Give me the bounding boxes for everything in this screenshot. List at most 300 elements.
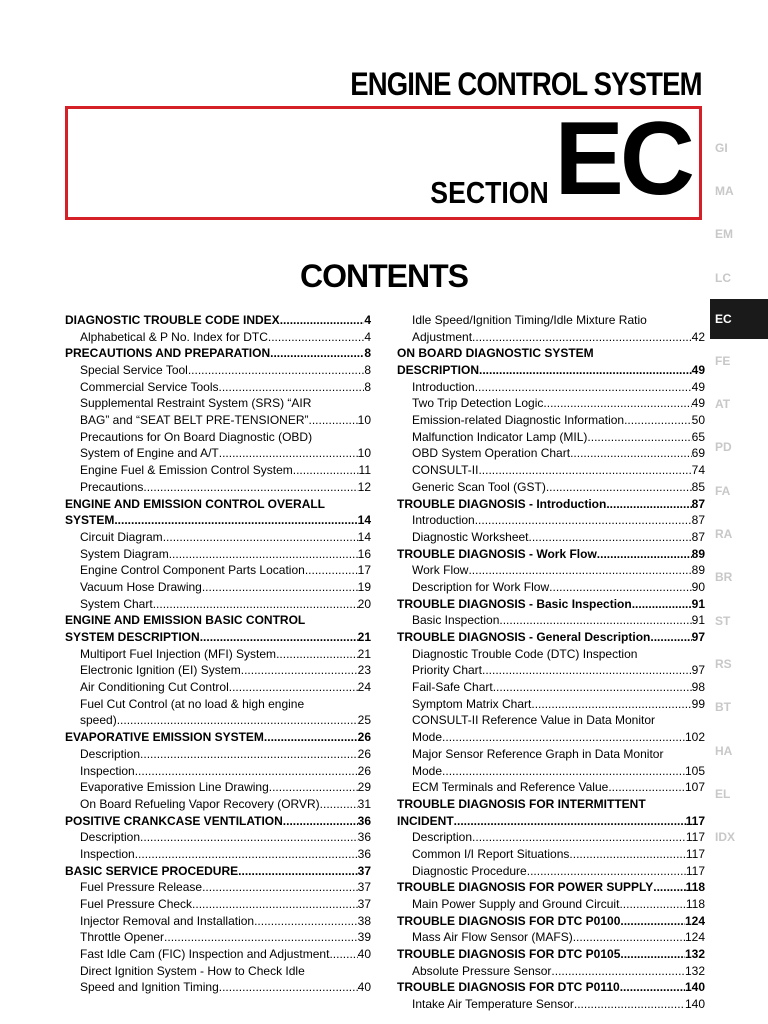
toc-entry[interactable]	[65, 913, 371, 930]
toc-entry[interactable]	[397, 312, 705, 329]
toc-entry-label: Introduction	[412, 379, 475, 394]
toc-page-number: 140	[684, 980, 705, 995]
toc-entry[interactable]	[65, 746, 371, 763]
toc-entry[interactable]	[397, 562, 705, 579]
toc-entry-label: Description	[412, 830, 473, 845]
toc-entry-label: Vacuum Hose Drawing	[80, 579, 202, 594]
toc-entry[interactable]	[65, 646, 371, 663]
leader-dots	[493, 679, 692, 696]
toc-entry-label: POSITIVE CRANKCASE VENTILATION	[65, 813, 283, 828]
section-tab-st[interactable]: ST	[715, 613, 731, 628]
toc-entry[interactable]	[397, 929, 705, 946]
toc-entry[interactable]	[397, 379, 705, 396]
toc-entry-label: Supplemental Restraint System (SRS) “AIR	[80, 396, 312, 411]
toc-entry-label: Absolute Pressure Sensor	[412, 963, 552, 978]
toc-page-number: 124	[684, 913, 705, 928]
toc-entry-label: Idle Speed/Ignition Timing/Idle Mixture Ratio	[412, 312, 647, 327]
toc-page-number: 85	[691, 479, 705, 494]
toc-entry[interactable]	[397, 579, 705, 596]
toc-page-number: 8	[364, 363, 371, 378]
toc-heading[interactable]	[397, 879, 705, 896]
leader-dots	[269, 779, 358, 796]
section-tab-ra[interactable]: RA	[715, 527, 733, 542]
toc-entry-label: Precautions	[80, 479, 144, 494]
leader-dots	[619, 896, 685, 913]
toc-page-number: 4	[364, 329, 371, 344]
toc-entry-label: ENGINE AND EMISSION CONTROL OVERALL	[65, 496, 326, 511]
toc-page-number: 37	[357, 880, 371, 895]
toc-entry-label: TROUBLE DIAGNOSIS FOR INTERMITTENT	[397, 796, 646, 811]
toc-page-number: 102	[684, 730, 705, 745]
toc-entry[interactable]	[65, 596, 371, 613]
toc-entry-label: Speed and Ignition Timing	[80, 980, 219, 995]
toc-entry[interactable]	[397, 412, 705, 429]
toc-entry[interactable]	[65, 546, 371, 563]
toc-entry-label: Throttle Opener	[80, 930, 165, 945]
toc-page-number: 25	[357, 713, 371, 728]
toc-entry[interactable]	[397, 679, 705, 696]
toc-entry[interactable]	[65, 395, 371, 412]
toc-page-number: 140	[684, 997, 705, 1012]
toc-entry-label: System of Engine and A/T	[80, 446, 219, 461]
leader-dots	[188, 362, 364, 379]
toc-entry[interactable]	[397, 612, 705, 629]
toc-entry-label: Malfunction Indicator Lamp (MIL)	[412, 429, 588, 444]
toc-entry[interactable]	[397, 746, 705, 763]
leader-dots	[202, 579, 358, 596]
toc-entry[interactable]	[397, 963, 705, 980]
toc-page-number: 132	[684, 947, 705, 962]
toc-page-number: 117	[685, 863, 705, 878]
leader-dots	[219, 979, 358, 996]
toc-entry-label: SYSTEM DESCRIPTION	[65, 630, 200, 645]
toc-page-number: 37	[357, 897, 371, 912]
toc-heading[interactable]	[65, 612, 371, 629]
toc-page-number: 23	[357, 663, 371, 678]
toc-entry-label: TROUBLE DIAGNOSIS FOR DTC P0100	[397, 913, 621, 928]
toc-heading[interactable]	[397, 546, 705, 563]
leader-dots	[543, 395, 691, 412]
toc-left-column	[65, 312, 371, 996]
leader-dots	[472, 829, 686, 846]
toc-page-number: 89	[691, 563, 705, 578]
leader-dots	[202, 879, 358, 896]
leader-dots	[254, 913, 358, 930]
toc-entry-label: Description	[80, 746, 141, 761]
toc-entry-label: Fuel Pressure Release	[80, 880, 203, 895]
toc-entry-label: Engine Control Component Parts Location	[80, 563, 305, 578]
toc-entry[interactable]	[397, 829, 705, 846]
toc-page-number: 8	[364, 379, 371, 394]
toc-entry[interactable]	[65, 362, 371, 379]
contents-heading: CONTENTS	[300, 258, 468, 294]
toc-page-number: 117	[685, 846, 705, 861]
toc-entry[interactable]	[65, 846, 371, 863]
toc-page-number: 118	[685, 897, 705, 912]
leader-dots	[620, 913, 685, 930]
toc-heading[interactable]	[397, 596, 705, 613]
toc-page-number: 69	[691, 446, 705, 461]
leader-dots	[241, 662, 358, 679]
toc-entry-label: Diagnostic Procedure	[412, 863, 527, 878]
toc-entry-label: speed)	[80, 713, 117, 728]
toc-entry-label: Work Flow	[412, 563, 469, 578]
section-tab-em[interactable]: EM	[715, 227, 733, 242]
toc-page-number: 87	[691, 513, 705, 528]
toc-entry[interactable]	[397, 996, 705, 1013]
section-tab-pd[interactable]: PD	[715, 440, 732, 455]
toc-heading[interactable]	[397, 796, 705, 813]
toc-entry-label: EVAPORATIVE EMISSION SYSTEM	[65, 730, 264, 745]
toc-entry[interactable]	[397, 479, 705, 496]
toc-page-number: 17	[357, 563, 371, 578]
toc-entry[interactable]	[65, 779, 371, 796]
toc-entry-label: ON BOARD DIAGNOSTIC SYSTEM	[397, 346, 594, 361]
leader-dots	[475, 512, 692, 529]
toc-entry-label: Description for Work Flow	[412, 579, 550, 594]
toc-page-number: 11	[358, 463, 371, 478]
toc-entry-label: Injector Removal and Installation	[80, 913, 255, 928]
toc-page-number: 118	[685, 880, 705, 895]
toc-entry-label: Introduction	[412, 513, 475, 528]
leader-dots	[270, 345, 364, 362]
leader-dots	[478, 462, 691, 479]
toc-entry-label: On Board Refueling Vapor Recovery (ORVR)	[80, 796, 320, 811]
toc-entry[interactable]	[397, 779, 705, 796]
toc-page-number: 36	[357, 813, 371, 828]
toc-entry-label: Multiport Fuel Injection (MFI) System	[80, 646, 277, 661]
toc-entry-label: CONSULT-II	[412, 463, 479, 478]
toc-entry-label: Electronic Ignition (EI) System	[80, 663, 241, 678]
toc-page-number: 105	[684, 763, 705, 778]
leader-dots	[569, 846, 685, 863]
toc-entry-label: Diagnostic Trouble Code (DTC) Inspection	[412, 646, 638, 661]
toc-page-number: 49	[691, 396, 705, 411]
leader-dots	[280, 312, 365, 329]
leader-dots	[276, 646, 358, 663]
toc-entry-label: Circuit Diagram	[80, 529, 163, 544]
section-tab-at[interactable]: AT	[715, 397, 731, 412]
leader-dots	[620, 979, 685, 996]
toc-entry[interactable]	[65, 879, 371, 896]
toc-entry[interactable]	[65, 980, 371, 997]
toc-page-number: 49	[691, 379, 705, 394]
toc-entry-label: TROUBLE DIAGNOSIS FOR POWER SUPPLY	[397, 880, 654, 895]
toc-page-number: 89	[691, 546, 705, 561]
toc-entry-label: PRECAUTIONS AND PREPARATION	[65, 346, 271, 361]
section-word: SECTION	[430, 175, 549, 210]
toc-entry[interactable]	[397, 529, 705, 546]
toc-entry-label: Diagnostic Worksheet	[412, 529, 529, 544]
toc-entry-label: Commercial Service Tools	[80, 379, 219, 394]
toc-entry-label: DESCRIPTION	[397, 363, 480, 378]
leader-dots	[114, 512, 357, 529]
leader-dots	[549, 579, 691, 596]
toc-entry[interactable]	[65, 412, 371, 429]
toc-entry-label: Basic Inspection	[412, 613, 500, 628]
toc-entry-label: Priority Chart	[412, 663, 483, 678]
toc-entry-label: Common I/I Report Situations	[412, 846, 570, 861]
leader-dots	[587, 429, 691, 446]
toc-entry[interactable]	[65, 929, 371, 946]
leader-dots	[608, 779, 685, 796]
toc-entry[interactable]	[65, 429, 371, 446]
leader-dots	[597, 546, 692, 563]
leader-dots	[320, 796, 358, 813]
toc-entry[interactable]	[65, 562, 371, 579]
leader-dots	[293, 462, 359, 479]
leader-dots	[624, 412, 692, 429]
toc-entry-label: BAG” and “SEAT BELT PRE-TENSIONER”	[80, 413, 309, 428]
leader-dots	[475, 379, 692, 396]
toc-heading[interactable]	[65, 729, 371, 746]
toc-entry[interactable]	[397, 863, 705, 880]
toc-entry-label: TROUBLE DIAGNOSIS FOR DTC P0105	[397, 947, 621, 962]
leader-dots	[163, 529, 358, 546]
section-code: EC	[554, 101, 691, 217]
toc-page-number: 40	[357, 980, 371, 995]
leader-dots	[529, 529, 692, 546]
toc-entry[interactable]	[397, 729, 705, 746]
toc-page-number: 49	[691, 363, 705, 378]
toc-entry-label: Precautions for On Board Diagnostic (OBD)	[80, 429, 313, 444]
toc-entry[interactable]	[65, 662, 371, 679]
toc-entry[interactable]	[65, 763, 371, 780]
toc-page-number: 10	[357, 446, 371, 461]
toc-entry-label: Fast Idle Cam (FIC) Inspection and Adjustment	[80, 947, 330, 962]
leader-dots	[264, 729, 358, 746]
toc-entry[interactable]	[65, 329, 371, 346]
toc-heading[interactable]	[397, 980, 705, 997]
toc-entry-label: Evaporative Emission Line Drawing	[80, 780, 269, 795]
toc-entry[interactable]	[65, 579, 371, 596]
leader-dots	[620, 946, 685, 963]
section-tab-fa[interactable]: FA	[715, 483, 731, 498]
toc-heading[interactable]	[65, 345, 371, 362]
section-tab-ma[interactable]: MA	[715, 183, 734, 198]
section-tab-gi[interactable]: GI	[715, 140, 728, 155]
toc-entry[interactable]	[397, 395, 705, 412]
leader-dots	[479, 362, 692, 379]
toc-entry[interactable]	[397, 713, 705, 730]
leader-dots	[482, 662, 692, 679]
toc-entry[interactable]	[397, 763, 705, 780]
toc-page-number: 90	[691, 579, 705, 594]
toc-page-number: 36	[357, 846, 371, 861]
toc-heading[interactable]	[397, 813, 705, 830]
toc-entry[interactable]	[397, 429, 705, 446]
leader-dots	[442, 763, 685, 780]
leader-dots	[551, 963, 685, 980]
toc-entry[interactable]	[65, 713, 371, 730]
leader-dots	[632, 596, 692, 613]
toc-page-number: 26	[357, 730, 371, 745]
toc-heading[interactable]	[397, 946, 705, 963]
leader-dots	[135, 763, 358, 780]
leader-dots	[329, 946, 357, 963]
toc-page-number: 107	[684, 780, 705, 795]
leader-dots	[268, 329, 364, 346]
toc-page-number: 31	[357, 796, 371, 811]
leader-dots	[527, 863, 686, 880]
toc-page-number: 50	[691, 413, 705, 428]
toc-page-number: 87	[691, 529, 705, 544]
toc-page-number: 39	[357, 930, 371, 945]
toc-entry[interactable]	[65, 479, 371, 496]
toc-page-number: 74	[691, 463, 705, 478]
leader-dots	[546, 479, 692, 496]
leader-dots	[653, 879, 685, 896]
toc-page-number: 38	[357, 913, 371, 928]
toc-entry-label: Engine Fuel & Emission Control System	[80, 463, 293, 478]
toc-entry[interactable]	[65, 963, 371, 980]
toc-entry[interactable]	[397, 512, 705, 529]
toc-heading[interactable]	[65, 863, 371, 880]
toc-entry[interactable]	[397, 646, 705, 663]
leader-dots	[309, 412, 358, 429]
toc-heading[interactable]	[65, 512, 371, 529]
leader-dots	[135, 846, 358, 863]
section-tab-lc[interactable]: LC	[715, 270, 731, 285]
toc-heading[interactable]	[65, 496, 371, 513]
toc-entry[interactable]	[65, 696, 371, 713]
toc-entry-label: ECM Terminals and Reference Value	[412, 780, 609, 795]
toc-entry[interactable]	[65, 446, 371, 463]
toc-heading[interactable]	[397, 345, 705, 362]
leader-dots	[229, 679, 358, 696]
section-box	[65, 101, 702, 220]
toc-page-number: 42	[691, 329, 705, 344]
leader-dots	[219, 445, 358, 462]
toc-page-number: 8	[364, 346, 371, 361]
toc-entry-label: SYSTEM	[65, 513, 115, 528]
toc-page-number: 87	[691, 496, 705, 511]
toc-page-number: 36	[357, 830, 371, 845]
toc-entry-label: Fuel Cut Control (at no load & high engine	[80, 696, 305, 711]
toc-page-number: 4	[364, 312, 371, 327]
toc-page-number: 132	[684, 963, 705, 978]
toc-entry-label: TROUBLE DIAGNOSIS - Introduction	[397, 496, 607, 511]
toc-page-number: 26	[357, 763, 371, 778]
leader-dots	[153, 596, 358, 613]
toc-entry-label: Adjustment	[412, 329, 473, 344]
toc-page-number: 21	[357, 630, 371, 645]
section-tab-br[interactable]: BR	[715, 570, 733, 585]
toc-page-number: 29	[357, 780, 371, 795]
toc-page-number: 37	[357, 863, 371, 878]
toc-entry[interactable]	[65, 796, 371, 813]
toc-page-number: 12	[357, 479, 371, 494]
toc-entry[interactable]	[397, 446, 705, 463]
toc-page-number: 97	[691, 630, 705, 645]
leader-dots	[219, 379, 365, 396]
toc-entry-label: TROUBLE DIAGNOSIS - Basic Inspection	[397, 596, 632, 611]
toc-entry-label: TROUBLE DIAGNOSIS FOR DTC P0110	[397, 980, 620, 995]
leader-dots	[454, 813, 686, 830]
toc-entry[interactable]	[397, 462, 705, 479]
toc-entry-label: ENGINE AND EMISSION BASIC CONTROL	[65, 613, 306, 628]
toc-entry[interactable]	[397, 846, 705, 863]
leader-dots	[200, 629, 358, 646]
leader-dots	[442, 729, 685, 746]
toc-heading[interactable]	[397, 913, 705, 930]
toc-page-number: 16	[357, 546, 371, 561]
toc-entry-label: Symptom Matrix Chart	[412, 696, 532, 711]
toc-entry[interactable]	[65, 379, 371, 396]
section-tabs	[710, 126, 768, 859]
toc-right-column	[397, 312, 705, 1013]
toc-entry[interactable]	[397, 329, 705, 346]
toc-entry-label: System Chart	[80, 596, 153, 611]
toc-page-number: 117	[685, 830, 705, 845]
toc-entry-label: Intake Air Temperature Sensor	[412, 997, 574, 1012]
toc-heading[interactable]	[397, 496, 705, 513]
leader-dots	[140, 746, 358, 763]
toc-entry[interactable]	[397, 662, 705, 679]
section-tab-el[interactable]: EL	[715, 786, 731, 801]
toc-heading[interactable]	[397, 362, 705, 379]
toc-page-number: 14	[357, 513, 371, 528]
toc-heading[interactable]	[65, 629, 371, 646]
toc-entry-label: OBD System Operation Chart	[412, 446, 571, 461]
toc-page-number: 24	[357, 680, 371, 695]
leader-dots	[140, 829, 358, 846]
toc-heading[interactable]	[65, 813, 371, 830]
toc-entry-label: Air Conditioning Cut Control	[80, 680, 229, 695]
toc-page-number: 10	[357, 413, 371, 428]
toc-entry-label: Mode	[412, 763, 443, 778]
toc-page-number: 97	[691, 663, 705, 678]
section-tab-ha[interactable]: HA	[715, 743, 733, 758]
section-tab-fe[interactable]: FE	[715, 353, 731, 368]
manual-title: ENGINE CONTROL SYSTEM	[350, 66, 702, 102]
section-tab-rs[interactable]: RS	[715, 656, 732, 671]
leader-dots	[169, 546, 358, 563]
toc-entry-label: Inspection	[80, 763, 135, 778]
section-tab-ec[interactable]: EC	[710, 299, 768, 339]
toc-entry-label: BASIC SERVICE PROCEDURE	[65, 863, 239, 878]
toc-heading[interactable]	[65, 312, 371, 329]
section-tab-idx[interactable]: IDX	[715, 830, 736, 845]
toc-entry[interactable]	[65, 679, 371, 696]
toc-entry[interactable]	[65, 462, 371, 479]
toc-page-number: 21	[357, 646, 371, 661]
toc-entry-label: Special Service Tool	[80, 363, 188, 378]
toc-entry-label: Description	[80, 830, 141, 845]
toc-entry[interactable]	[397, 696, 705, 713]
toc-entry-label: System Diagram	[80, 546, 169, 561]
toc-entry-label: Alphabetical & P No. Index for DTC	[80, 329, 268, 344]
toc-entry-label: Two Trip Detection Logic	[412, 396, 544, 411]
toc-entry-label: CONSULT-II Reference Value in Data Monitor	[412, 713, 655, 728]
toc-entry-label: Emission-related Diagnostic Information	[412, 413, 625, 428]
toc-heading[interactable]	[397, 629, 705, 646]
toc-entry-label: Fuel Pressure Check	[80, 897, 193, 912]
toc-entry[interactable]	[65, 829, 371, 846]
toc-page-number: 14	[357, 529, 371, 544]
toc-entry[interactable]	[65, 529, 371, 546]
toc-page-number: 65	[691, 429, 705, 444]
leader-dots	[573, 929, 685, 946]
leader-dots	[164, 929, 358, 946]
toc-entry-label: Direct Ignition System - How to Check Idle	[80, 963, 305, 978]
toc-page-number: 40	[357, 947, 371, 962]
toc-entry[interactable]	[65, 946, 371, 963]
toc-entry[interactable]	[397, 896, 705, 913]
section-tab-bt[interactable]: BT	[715, 700, 731, 715]
toc-entry[interactable]	[65, 896, 371, 913]
leader-dots	[606, 496, 691, 513]
